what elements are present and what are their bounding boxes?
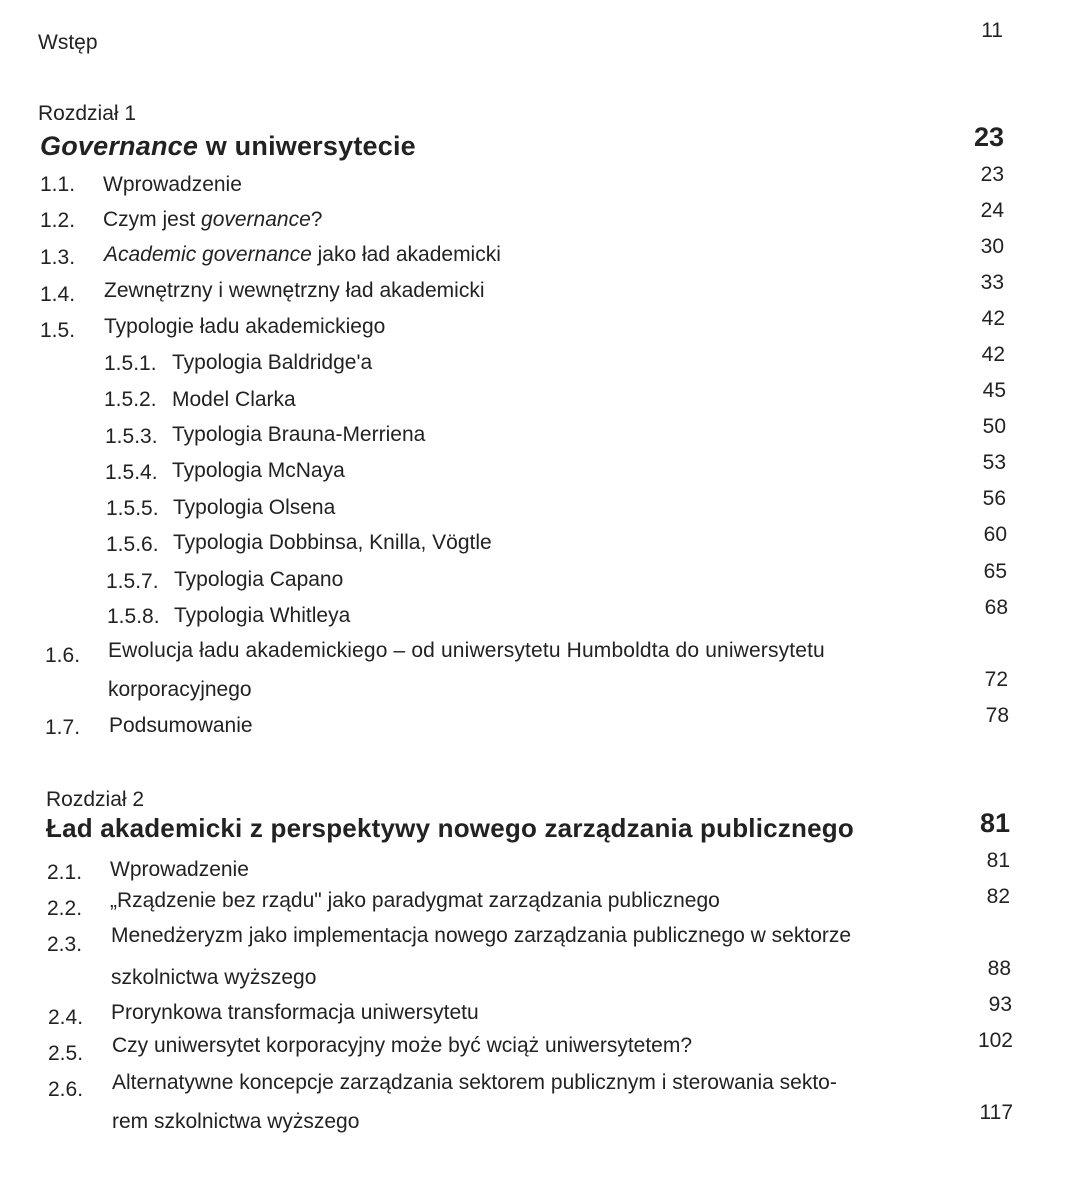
toc-entry-text-italic: Academic governance (104, 243, 312, 266)
toc-entry-page: 56 (982, 487, 1006, 510)
toc-entry-page: 81 (986, 849, 1010, 872)
toc-entry-page: 42 (981, 343, 1005, 366)
chapter-2-label: Rozdział 2 (46, 788, 145, 811)
toc-entry-text: Typologia McNaya (172, 459, 345, 482)
chapter-1-title (40, 130, 416, 162)
toc-entry-page: 50 (982, 415, 1006, 438)
toc-entry-number: 1.3. (40, 246, 76, 269)
toc-entry-number: 1.5.8. (107, 605, 160, 628)
toc-entry-page: 53 (982, 451, 1006, 474)
toc-entry-text: Typologia Brauna-Merriena (172, 423, 426, 446)
toc-entry-page: 93 (988, 993, 1012, 1016)
toc-entry-number: 1.5.7. (106, 570, 159, 593)
toc-entry-text: Typologia Capano (174, 568, 344, 591)
toc-intro-title: Wstęp (38, 31, 98, 54)
toc-entry-text-post: jako ład akademicki (311, 243, 501, 266)
toc-entry-page: 65 (983, 560, 1007, 583)
toc-entry (40, 173, 75, 197)
toc-entry-text: Wprowadzenie (110, 858, 249, 881)
toc-entry-text (104, 243, 501, 267)
toc-entry-text-italic: governance (201, 208, 311, 231)
toc-entry-text: Typologia Whitleya (174, 604, 351, 627)
toc-entry-text-line1: Alternatywne koncepcje zarządzania sektorem publicznym i sterowania sekto- (112, 1071, 837, 1094)
toc-entry-text: Wprowadzenie (103, 173, 242, 196)
chapter-1-title-italic: Governance (40, 131, 199, 161)
toc-entry-text-line2: rem szkolnictwa wyższego (112, 1110, 360, 1133)
toc-entry-text: Typologie ładu akademickiego (104, 315, 386, 338)
toc-entry-text: Typologia Olsena (173, 496, 336, 519)
toc-entry-page: 88 (987, 957, 1011, 980)
toc-entry-page: 42 (981, 307, 1005, 330)
toc-entry-number: 1.5.6. (106, 533, 159, 556)
toc-entry-number: 2.3. (47, 933, 83, 956)
chapter-1-page: 23 (973, 122, 1004, 152)
toc-entry-page: 24 (980, 199, 1004, 222)
toc-entry-number: 1.5.3. (105, 425, 158, 448)
toc-entry-text-pre: Czym jest (103, 208, 202, 231)
toc-entry-text (103, 208, 322, 232)
toc-entry-text: Podsumowanie (109, 714, 253, 737)
toc-entry-number: 2.2. (47, 897, 83, 920)
toc-entry-text: Typologia Dobbinsa, Knilla, Vögtle (173, 531, 492, 554)
toc-entry-text: Model Clarka (172, 388, 296, 411)
toc-entry-page: 30 (980, 235, 1004, 258)
toc-entry-number: 2.4. (48, 1006, 84, 1029)
toc-entry-number: 2.1. (47, 861, 83, 884)
toc-entry-text-line2: korporacyjnego (108, 678, 252, 701)
toc-entry-page: 72 (984, 668, 1008, 691)
toc-entry-number: 1.5.5. (106, 497, 159, 520)
toc-entry-number: 1.5. (40, 319, 76, 342)
toc-entry-text-line2: szkolnictwa wyższego (111, 966, 317, 989)
toc-entry-number: 1.7. (45, 716, 81, 739)
toc-entry-page: 78 (985, 704, 1009, 727)
toc-entry-text: Czy uniwersytet korporacyjny może być wciąż uniwersytetem? (112, 1034, 693, 1057)
toc-entry-text: „Rządzenie bez rządu" jako paradygmat zarządzania publicznego (110, 889, 720, 912)
toc-entry-number: 1.5.2. (104, 388, 157, 411)
toc-entry-text-line1: Ewolucja ładu akademickiego – od uniwersytetu Humboldta do uniwersytetu (108, 639, 825, 662)
toc-entry-text-line1: Menedżeryzm jako implementacja nowego zarządzania publicznego w sektorze (111, 924, 852, 947)
toc-entry-number: 1.4. (40, 283, 76, 306)
toc-entry-page: 23 (980, 163, 1004, 186)
toc-entry-page: 68 (984, 596, 1008, 619)
toc-entry-number: 2.6. (48, 1078, 84, 1101)
toc-entry-text: Zewnętrzny i wewnętrzny ład akademicki (104, 279, 485, 302)
chapter-1-title-rest: w uniwersytecie (198, 131, 416, 161)
toc-entry-text-post: ? (310, 208, 323, 231)
toc-entry-number: 1.5.4. (105, 461, 158, 484)
toc-entry-page: 82 (986, 885, 1010, 908)
toc-entry-page: 45 (982, 379, 1006, 402)
toc-entry-number: 1.6. (45, 644, 81, 667)
toc-entry-number: 2.5. (48, 1042, 84, 1065)
toc-entry-text: Typologia Baldridge'a (172, 351, 373, 374)
toc-entry-page: 102 (977, 1029, 1013, 1052)
toc-entry-page: 33 (980, 271, 1004, 294)
toc-entry-number: 1.1. (40, 173, 76, 196)
chapter-1-label: Rozdział 1 (38, 102, 137, 125)
toc-intro-page: 11 (981, 19, 1003, 42)
toc-entry-page: 60 (983, 523, 1007, 546)
toc-entry-text: Prorynkowa transformacja uniwersytetu (111, 1001, 479, 1024)
toc-entry-number: 1.5.1. (104, 352, 157, 375)
toc-entry-page: 117 (979, 1101, 1013, 1124)
toc-entry-number: 1.2. (40, 209, 76, 232)
chapter-2-title: Ład akademicki z perspektywy nowego zarządzania publicznego (46, 813, 854, 843)
chapter-2-page: 81 (979, 808, 1010, 838)
